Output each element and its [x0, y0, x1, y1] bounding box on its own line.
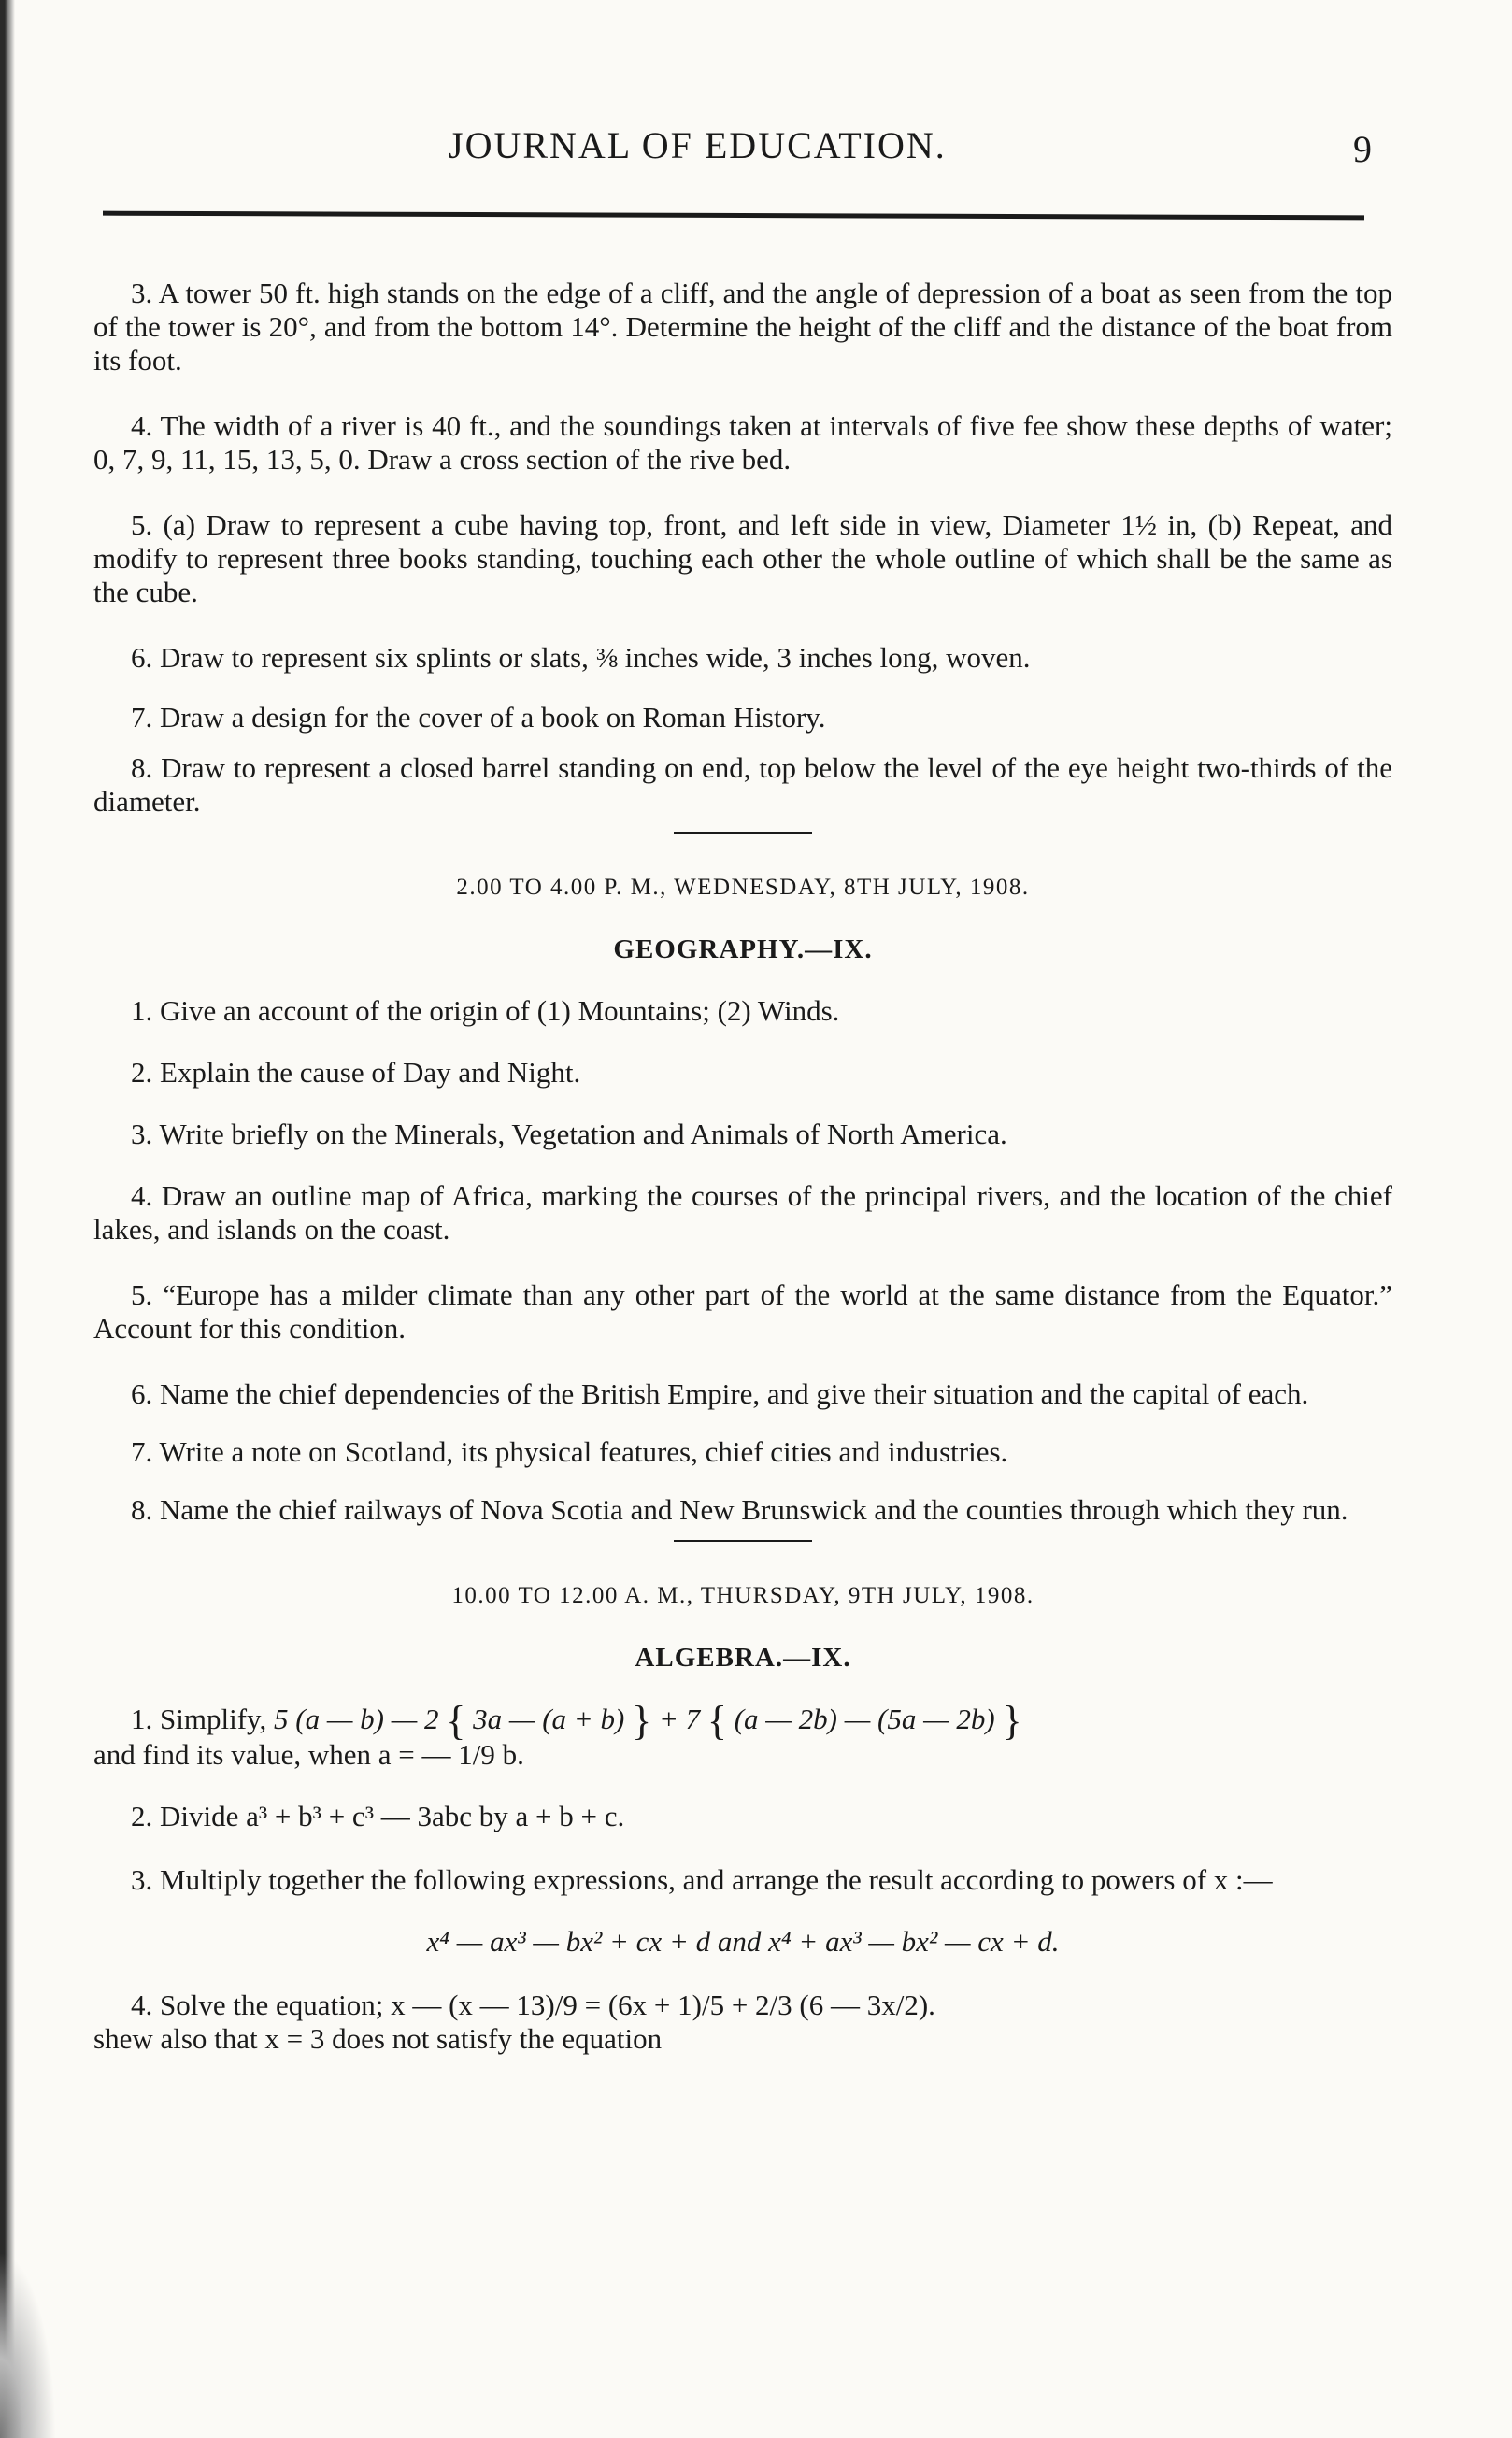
- question-text: Multiply together the following expressions, and arrange the result according to powers of x :—: [160, 1863, 1273, 1896]
- question-number: 4.: [131, 1989, 153, 2021]
- expression-part: (a — 2b) — (5a — 2b): [734, 1703, 995, 1735]
- simplify-label: Simplify,: [160, 1703, 267, 1735]
- page-corner-shadow: [0, 2251, 56, 2438]
- expression-part: + 7: [658, 1703, 701, 1735]
- question-number: 3.: [131, 1118, 153, 1150]
- section-divider: [674, 1540, 812, 1542]
- question-number: 2.: [131, 1056, 153, 1089]
- geography-question-2: [93, 1056, 1392, 1090]
- page-header: [0, 123, 1512, 179]
- algebra-question-3: [93, 1863, 1392, 1897]
- drawing-question-6: [93, 641, 1392, 675]
- question-text: Draw to represent a closed barrel standing on end, top below the level of the eye height two-thirds of the diameter.: [93, 751, 1393, 818]
- question-text: The width of a river is 40 ft., and the soundings taken at intervals of five fee show these depths of water; 0, 7, 9, 11, 15, 13, 5, 0. Draw a cross section of the rive bed.: [93, 409, 1392, 476]
- drawing-question-7: [93, 701, 1392, 734]
- question-text: Draw a design for the cover of a book on Roman History.: [160, 701, 826, 734]
- close-brace: }: [632, 1698, 652, 1744]
- algebra-question-3-expression: x⁴ — ax³ — bx² + cx + d and x⁴ + ax³ — bx² — cx + d.: [426, 1925, 1060, 1958]
- geography-session: 2.00 TO 4.00 P. M., WEDNESDAY, 8TH JULY, 1908.: [456, 875, 1030, 900]
- question-text: Draw to represent six splints or slats, ⅜ inches wide, 3 inches long, woven.: [160, 641, 1031, 674]
- question-text: “Europe has a milder climate than any other part of the world at the same distance from the Equator.” Account for this condition.: [93, 1278, 1392, 1345]
- open-brace: {: [446, 1698, 466, 1744]
- geography-question-4: [93, 1179, 1392, 1247]
- geography-question-7: [93, 1435, 1392, 1469]
- question-number: 2.: [131, 1800, 153, 1832]
- question-text: Solve the equation; x — (x — 13)/9 = (6x + 1)/5 + 2/3 (6 — 3x/2).: [160, 1989, 935, 2021]
- drawing-question-8: [93, 751, 1392, 819]
- page-content: [93, 277, 1392, 2088]
- journal-title: JOURNAL OF EDUCATION.: [449, 124, 947, 166]
- open-brace: {: [706, 1698, 727, 1744]
- algebra-heading: ALGEBRA.—IX.: [635, 1643, 851, 1673]
- question-number: 6.: [131, 641, 153, 674]
- question-number: 8.: [131, 751, 153, 784]
- close-brace: }: [1002, 1698, 1022, 1744]
- question-number: 4.: [131, 409, 153, 442]
- question-number: 5.: [131, 1278, 153, 1311]
- page-spine-edge: [0, 0, 15, 2438]
- geography-question-5: [93, 1278, 1392, 1346]
- question-continuation: shew also that x = 3 does not satisfy the equation: [93, 2022, 663, 2055]
- drawing-question-5: [93, 508, 1392, 609]
- question-number: 1.: [131, 1703, 153, 1735]
- drawing-question-3: [93, 277, 1392, 378]
- algebra-question-1: [93, 1698, 1392, 1772]
- algebra-question-4: [93, 1989, 1392, 2056]
- geography-heading: GEOGRAPHY.—IX.: [613, 934, 873, 964]
- question-text: Write briefly on the Minerals, Vegetation and Animals of North America.: [159, 1118, 1007, 1150]
- question-text: Divide a³ + b³ + c³ — 3abc by a + b + c.: [160, 1800, 625, 1832]
- geography-question-1: [93, 994, 1392, 1028]
- geography-question-3: [93, 1118, 1392, 1151]
- question-number: 4.: [131, 1179, 153, 1212]
- question-number: 7.: [131, 1435, 153, 1468]
- question-number: 3.: [131, 277, 153, 309]
- section-divider: [674, 832, 812, 834]
- question-text: (a) Draw to represent a cube having top, front, and left side in view, Diameter 1½ in, (b) Repeat, and modify to represent three books standing, touching each other the whole outline of which shall be the same as the cube.: [93, 508, 1393, 608]
- question-text: Write a note on Scotland, its physical features, chief cities and industries.: [159, 1435, 1008, 1468]
- question-text: Give an account of the origin of (1) Mountains; (2) Winds.: [160, 994, 840, 1027]
- question-text: Draw an outline map of Africa, marking the courses of the principal rivers, and the location of the chief lakes, and islands on the coast.: [93, 1179, 1392, 1246]
- question-text: Explain the cause of Day and Night.: [160, 1056, 581, 1089]
- algebra-question-2: [93, 1800, 1392, 1833]
- header-rule: [103, 211, 1364, 221]
- question-number: 5.: [131, 508, 153, 541]
- question-continuation: and find its value, when a = — 1/9 b.: [93, 1738, 524, 1771]
- question-number: 6.: [131, 1377, 153, 1410]
- algebra-session: 10.00 TO 12.00 A. M., THURSDAY, 9TH JULY, 1908.: [451, 1583, 1034, 1608]
- page-number: 9: [1353, 128, 1372, 170]
- question-text: Name the chief dependencies of the British Empire, and give their situation and the capital of each.: [160, 1377, 1309, 1410]
- question-number: 8.: [131, 1493, 153, 1526]
- expression-part: 5 (a — b) — 2: [274, 1703, 439, 1735]
- question-number: 7.: [131, 701, 153, 734]
- question-text: Name the chief railways of Nova Scotia and New Brunswick and the counties through which they run.: [160, 1493, 1348, 1526]
- geography-question-8: [93, 1493, 1392, 1527]
- geography-question-6: [93, 1377, 1392, 1411]
- drawing-question-4: [93, 409, 1392, 477]
- question-number: 1.: [131, 994, 153, 1027]
- question-text: A tower 50 ft. high stands on the edge of a cliff, and the angle of depression of a boat as seen from the top of the tower is 20°, and from the bottom 14°. Determine the height of the cliff and the distance of the boat from its foot.: [93, 277, 1392, 377]
- expression-part: 3a — (a + b): [473, 1703, 625, 1735]
- question-number: 3.: [131, 1863, 153, 1896]
